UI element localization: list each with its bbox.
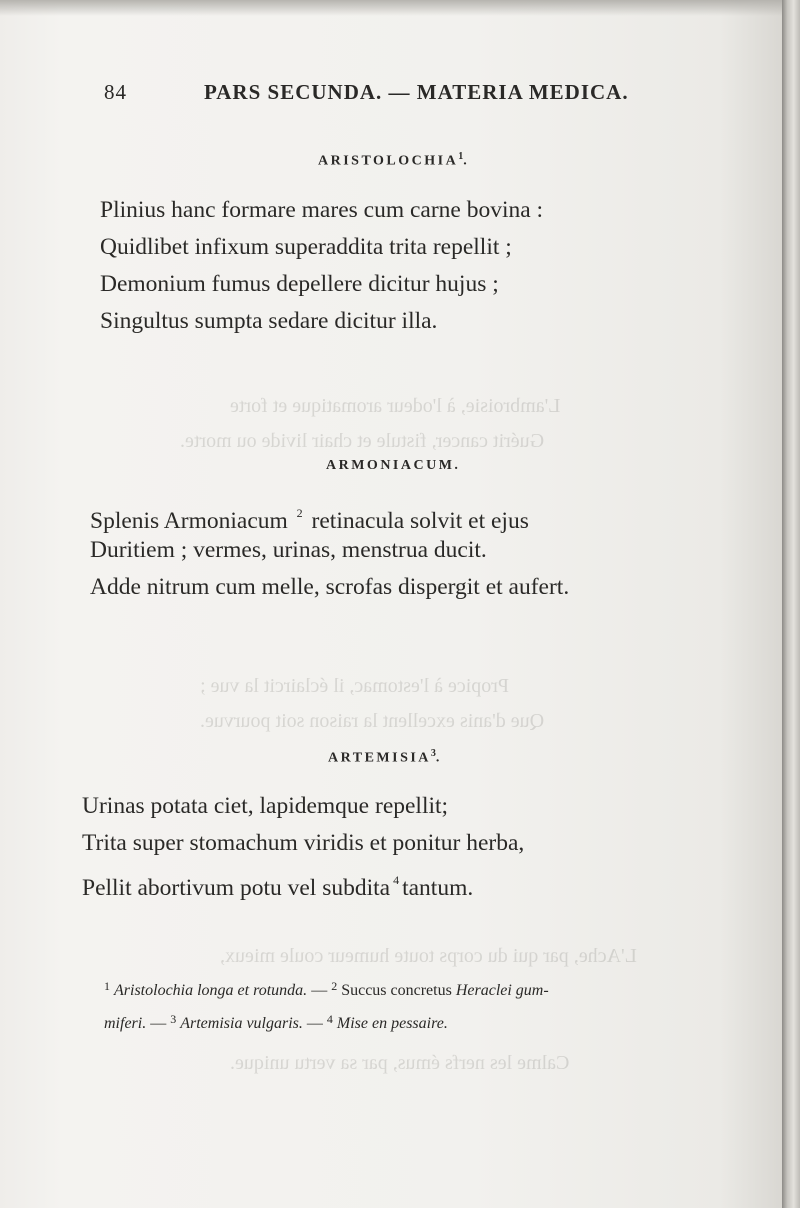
footnote-text: Aristolochia longa et rotunda. <box>114 982 308 999</box>
show-through-text: Guérit cancer, fistule et chair livide ou morte. <box>180 430 545 452</box>
footnote-number: 1 <box>104 979 110 993</box>
footnote-ref: 3 <box>430 748 436 759</box>
footnote-line <box>104 972 694 1005</box>
verse-line: Adde nitrum cum melle, scrofas dispergit et aufert. <box>90 574 570 600</box>
section-heading-artemisia <box>328 748 442 767</box>
footnote-separator: — <box>150 1015 167 1032</box>
running-header <box>104 80 629 110</box>
verse-line <box>82 862 524 899</box>
footnote-number: 3 <box>170 1012 177 1026</box>
heading-text: ARISTOLOCHIA <box>318 153 459 169</box>
verse-text: tantum. <box>402 875 474 901</box>
section-heading-aristolochia <box>318 151 469 170</box>
footnote-line <box>104 1005 694 1038</box>
running-title: PARS SECUNDA. — MATERIA MEDICA. <box>204 80 629 104</box>
footnote-separator: — <box>311 982 328 999</box>
verse-text: retinacula solvit et ejus <box>311 508 529 534</box>
verse-line: Demonium fumus depellere dicitur hujus ; <box>100 271 499 297</box>
footnote-text: Artemisia vulgaris. <box>180 1015 303 1032</box>
show-through-text: Calme les nerfs émus, par sa vertu unique. <box>230 1052 570 1074</box>
verse-line: Quidlibet infixum superaddita trita repellit ; <box>100 234 512 260</box>
show-through-text: L'Ache, par qui du corps toute humeur coule mieux, <box>220 945 637 967</box>
heading-period: . <box>463 153 470 169</box>
footnote-text: Succus concretus <box>341 982 452 999</box>
verse-line: Duritiem ; vermes, urinas, menstrua ducit. <box>90 537 487 563</box>
verse-line <box>90 495 569 532</box>
show-through-text: Propice à l'estomac, il éclaircit la vue ; <box>200 675 510 697</box>
footnote-ref: 2 <box>296 506 303 520</box>
footnote-ref: 4 <box>393 873 400 887</box>
footnotes <box>104 972 694 1038</box>
page-edge <box>782 0 800 1208</box>
heading-text: ARTEMISIA <box>328 750 431 766</box>
footnote-text: Heraclei gum- <box>455 982 549 999</box>
show-through-text: Que d'anis excellent la raison soit pourvue. <box>200 710 545 732</box>
verse-text: Splenis Armoniacum <box>90 508 288 534</box>
verse-artemisia <box>82 788 524 899</box>
heading-text: ARMONIACUM. <box>326 458 461 473</box>
verse-armoniacum <box>90 495 569 606</box>
heading-period: . <box>435 750 442 766</box>
verse-line: Singultus sumpta sedare dicitur illa. <box>100 308 438 334</box>
show-through-text: L'ambroisie, à l'odeur aromatique et forte <box>230 395 561 417</box>
verse-line: Plinius hanc formare mares cum carne bovina : <box>100 197 544 223</box>
footnote-text: Mise en pessaire. <box>336 1015 448 1032</box>
page-top-stain <box>0 0 782 16</box>
verse-line: Urinas potata ciet, lapidemque repellit; <box>82 793 449 819</box>
verse-aristolochia <box>100 192 543 340</box>
footnote-separator: — <box>306 1015 323 1032</box>
footnote-ref: 1 <box>458 151 464 162</box>
footnote-text: miferi. <box>104 1015 147 1032</box>
footnote-number: 2 <box>331 979 338 993</box>
verse-text: Pellit abortivum potu vel subdita <box>82 875 391 901</box>
footnote-number: 4 <box>326 1012 333 1026</box>
section-heading-armoniacum <box>326 458 460 474</box>
verse-line: Trita super stomachum viridis et ponitur herba, <box>82 830 525 856</box>
page-number: 84 <box>104 80 127 104</box>
